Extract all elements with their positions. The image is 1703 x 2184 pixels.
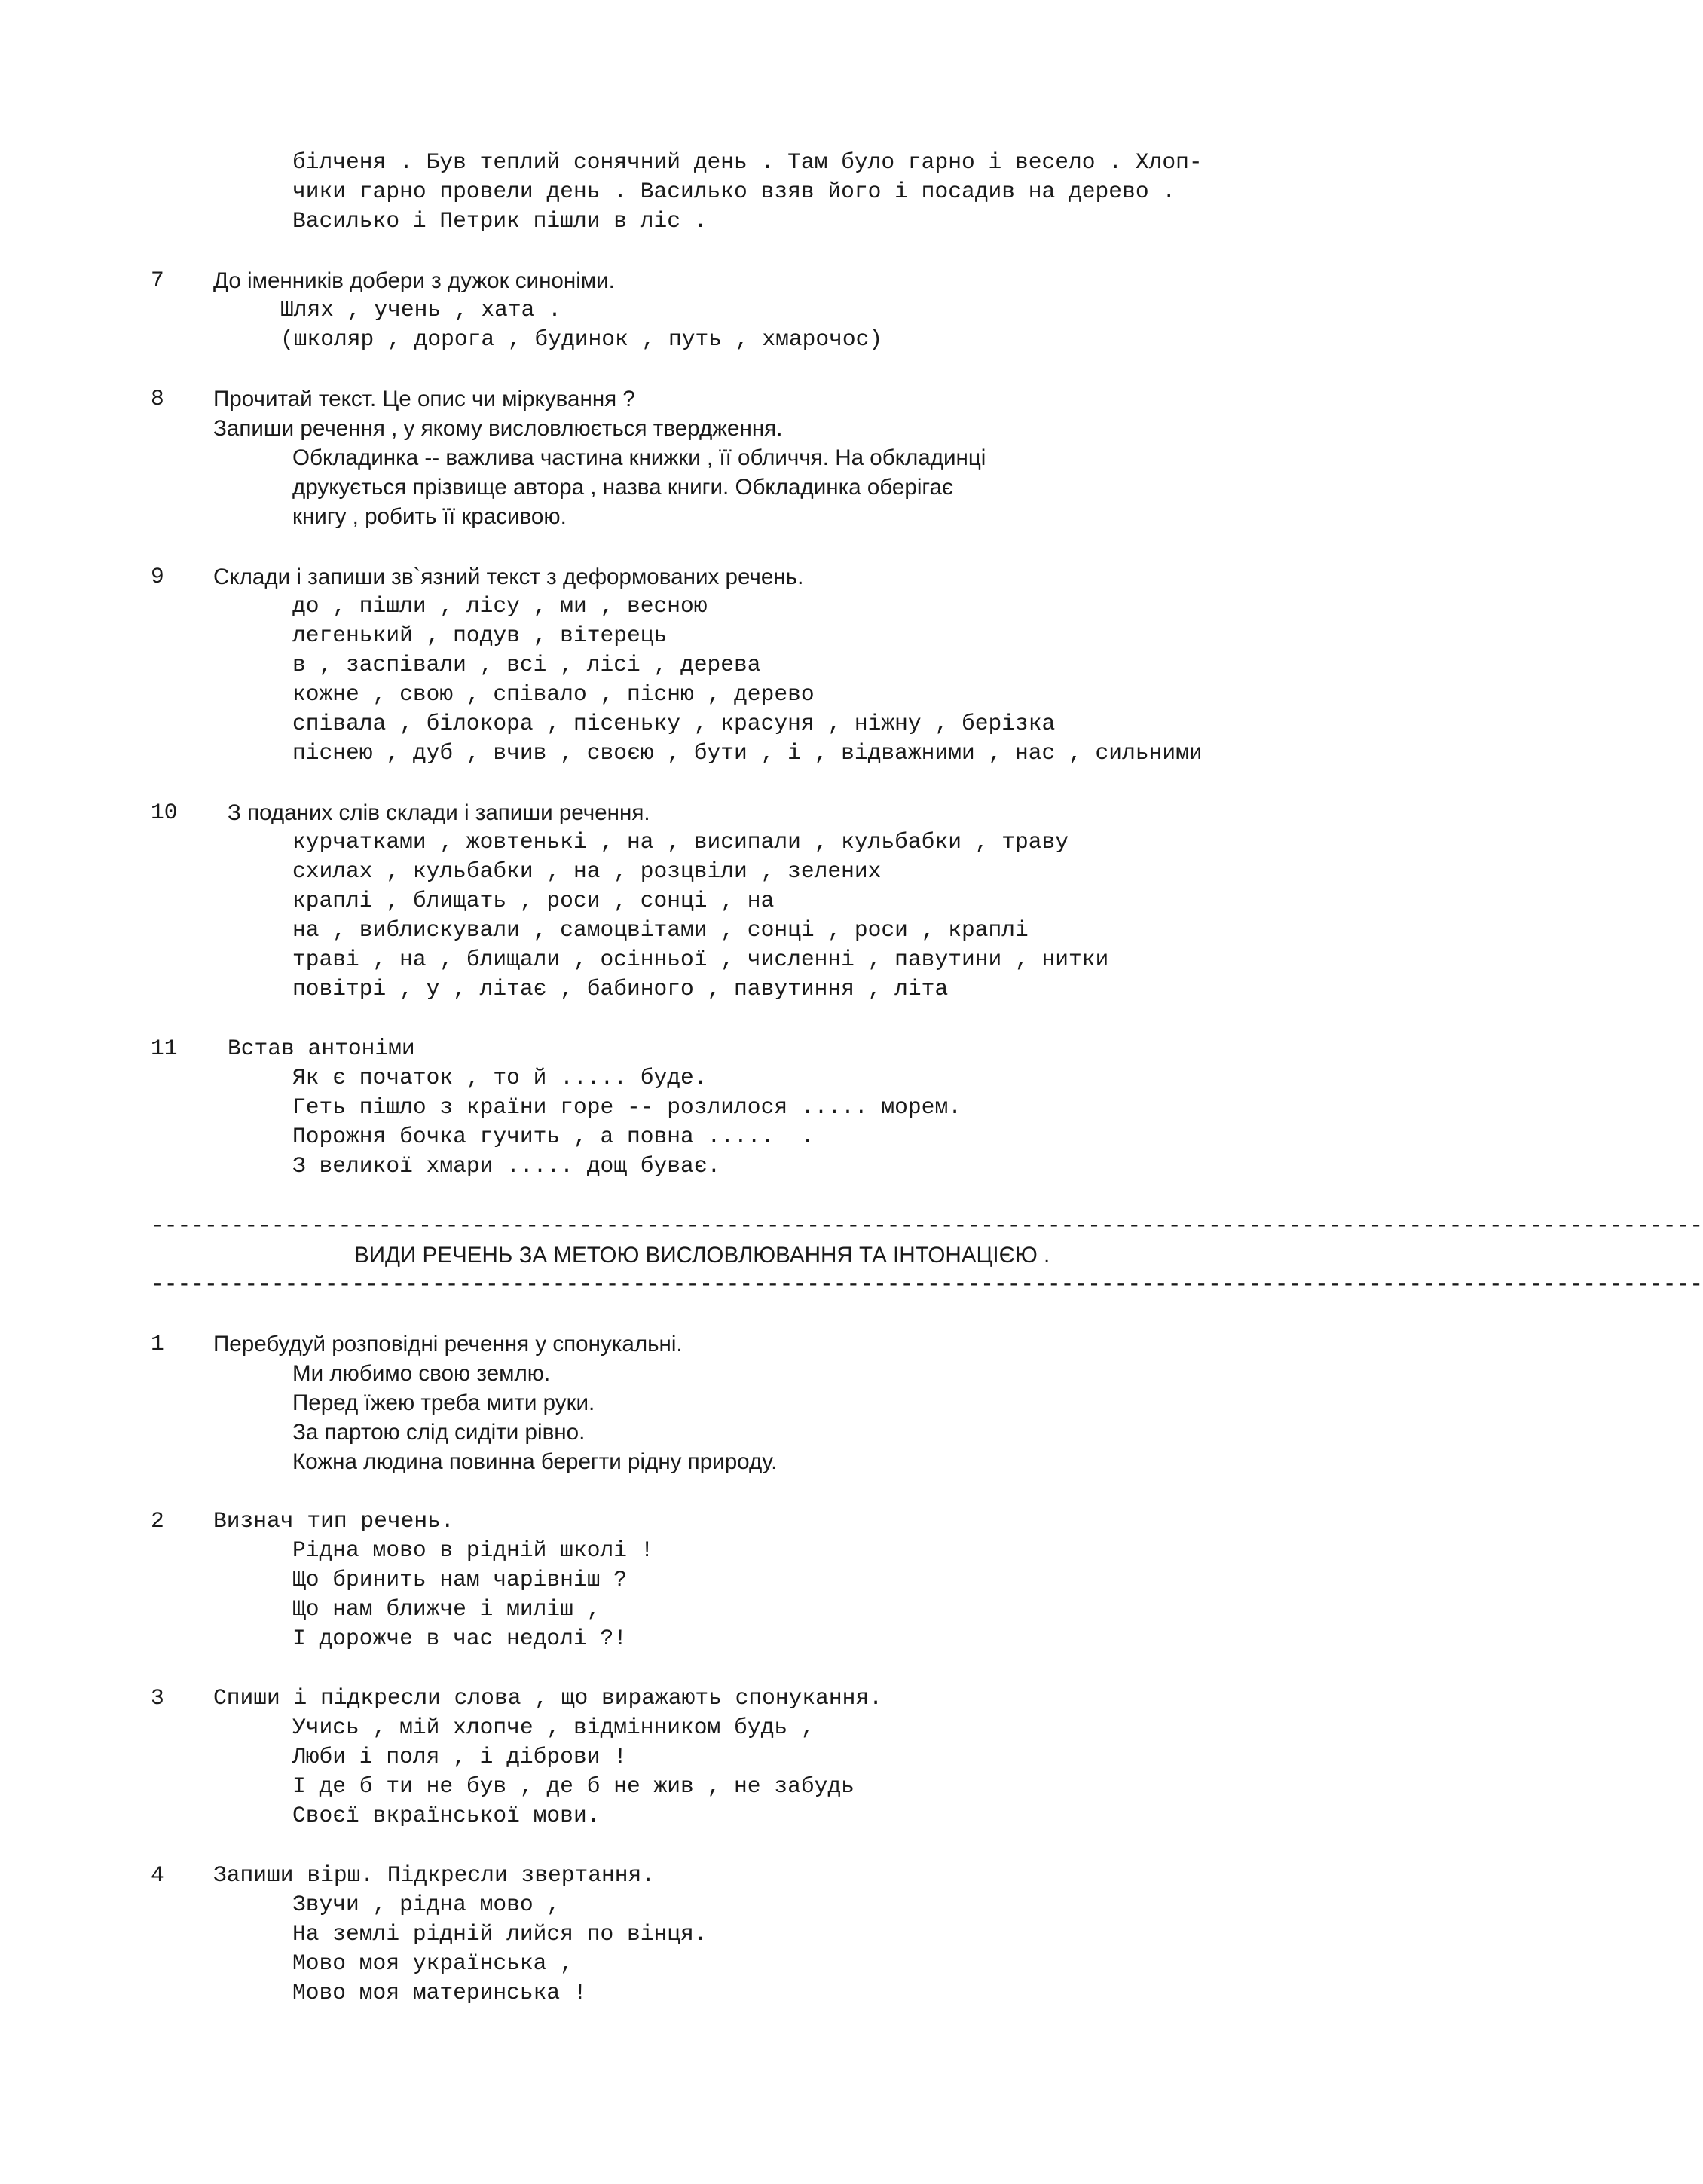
task-line: в , заспівали , всі , лісі , дерева — [292, 652, 761, 678]
task-header: Прочитай текст. Це опис чи міркування ? — [213, 387, 635, 411]
task-line: Своєї вкраїнської мови. — [292, 1803, 601, 1828]
task-line: легенький , подув , вітерець — [292, 622, 668, 648]
task-line: схилах , кульбабки , на , розцвіли , зелених — [292, 858, 882, 884]
task-header: Спиши і підкресли слова , що виражають спонукання. — [213, 1685, 882, 1711]
task-line: Мово моя материнська ! — [292, 1980, 587, 2005]
task-line: Рідна мово в рідній школі ! — [292, 1537, 654, 1563]
task-line: до , пішли , лісу , ми , весною — [292, 593, 708, 619]
task-header: До іменників добери з дужок синоніми. — [213, 268, 615, 293]
task-number: 7 — [151, 268, 164, 293]
task-line: Звучи , рідна мово , — [292, 1892, 561, 1917]
task-line: Шлях , учень , хата . — [280, 297, 561, 323]
task-line: Що нам ближче і миліш , — [292, 1596, 601, 1622]
divider-line: -------------------------------------------------------------------------------------------------------------------- — [151, 1271, 1703, 1297]
task-line: Учись , мій хлопче , відмінником будь , — [292, 1714, 815, 1740]
task-line: піснею , дуб , вчив , своєю , бути , і , відважними , нас , сильними — [292, 740, 1203, 766]
task-header: Запиши вірш. Підкресли звертання. — [213, 1862, 656, 1888]
task-line: (школяр , дорога , будинок , путь , хмарочос) — [280, 326, 883, 352]
section-title: ВИДИ РЕЧЕНЬ ЗА МЕТОЮ ВИСЛОВЛЮВАННЯ ТА ІНТОНАЦІЄЮ . — [354, 1243, 1050, 1268]
intro-line: чики гарно провели день . Василько взяв його і посадив на дерево . — [292, 179, 1176, 204]
task-line: На землі рідній лийся по вінця. — [292, 1921, 708, 1947]
task-line: За партою слід сидіти рівно. — [292, 1420, 586, 1445]
intro-line: Василько і Петрик пішли в ліс . — [292, 208, 708, 234]
task-line: книгу , робить її красивою. — [292, 504, 567, 529]
task-line: співала , білокора , пісеньку , красуня , ніжну , берізка — [292, 711, 1056, 736]
task-header: Склади і запиши зв`язний текст з деформованих речень. — [213, 564, 804, 589]
task-number: 2 — [151, 1508, 164, 1534]
task-number: 11 — [151, 1035, 178, 1061]
task-header: Перебудуй розповідні речення у спонукальні. — [213, 1332, 683, 1357]
task-header: Встав антоніми — [228, 1035, 415, 1061]
task-line: траві , на , блищали , осінньої , численні , павутини , нитки — [292, 947, 1109, 972]
task-line: краплі , блищать , роси , сонці , на — [292, 888, 775, 913]
task-line: Ми любимо свою землю. — [292, 1361, 551, 1386]
task-line: Як є початок , то й ..... буде. — [292, 1065, 708, 1090]
task-number: 4 — [151, 1862, 164, 1888]
task-line: І де б ти не був , де б не жив , не забудь — [292, 1773, 855, 1799]
task-line: Порожня бочка гучить , а повна ..... . — [292, 1124, 815, 1149]
task-line: друкується прізвище автора , назва книги. Обкладинка оберігає — [292, 475, 954, 500]
task-line: І дорожче в час недолі ?! — [292, 1626, 627, 1651]
task-line: Кожна людина повинна берегти рідну природу. — [292, 1449, 778, 1474]
task-line: Мово моя українська , — [292, 1950, 573, 1976]
task-line: на , виблискували , самоцвітами , сонці , роси , краплі — [292, 917, 1029, 943]
task-line: Обкладинка -- важлива частина книжки , її обличчя. На обкладинці — [292, 445, 986, 470]
divider-line: -------------------------------------------------------------------------------------------------------------------- — [151, 1213, 1703, 1238]
task-line: кожне , свою , співало , пісню , дерево — [292, 681, 815, 707]
task-line: Геть пішло з країни горе -- розлилося ..... морем. — [292, 1094, 962, 1120]
task-line: повітрі , у , літає , бабиного , павутиння , літа — [292, 976, 949, 1002]
task-header: Запиши речення , у якому висловлюється твердження. — [213, 416, 783, 441]
task-line: Що бринить нам чарівніш ? — [292, 1567, 627, 1592]
intro-line: білченя . Був теплий сонячний день . Там було гарно і весело . Хлоп- — [292, 149, 1203, 175]
task-number: 10 — [151, 800, 178, 825]
task-line: Перед їжею треба мити руки. — [292, 1390, 595, 1415]
task-line: курчатками , жовтенькі , на , висипали , кульбабки , траву — [292, 829, 1069, 855]
task-line: З великої хмари ..... дощ буває. — [292, 1153, 721, 1179]
task-number: 9 — [151, 564, 164, 589]
task-line: Люби і поля , і діброви ! — [292, 1744, 627, 1770]
task-number: 8 — [151, 386, 164, 411]
task-number: 1 — [151, 1331, 164, 1357]
task-header: З поданих слів склади і запиши речення. — [228, 800, 650, 825]
task-number: 3 — [151, 1685, 164, 1711]
task-header: Визнач тип речень. — [213, 1508, 454, 1534]
